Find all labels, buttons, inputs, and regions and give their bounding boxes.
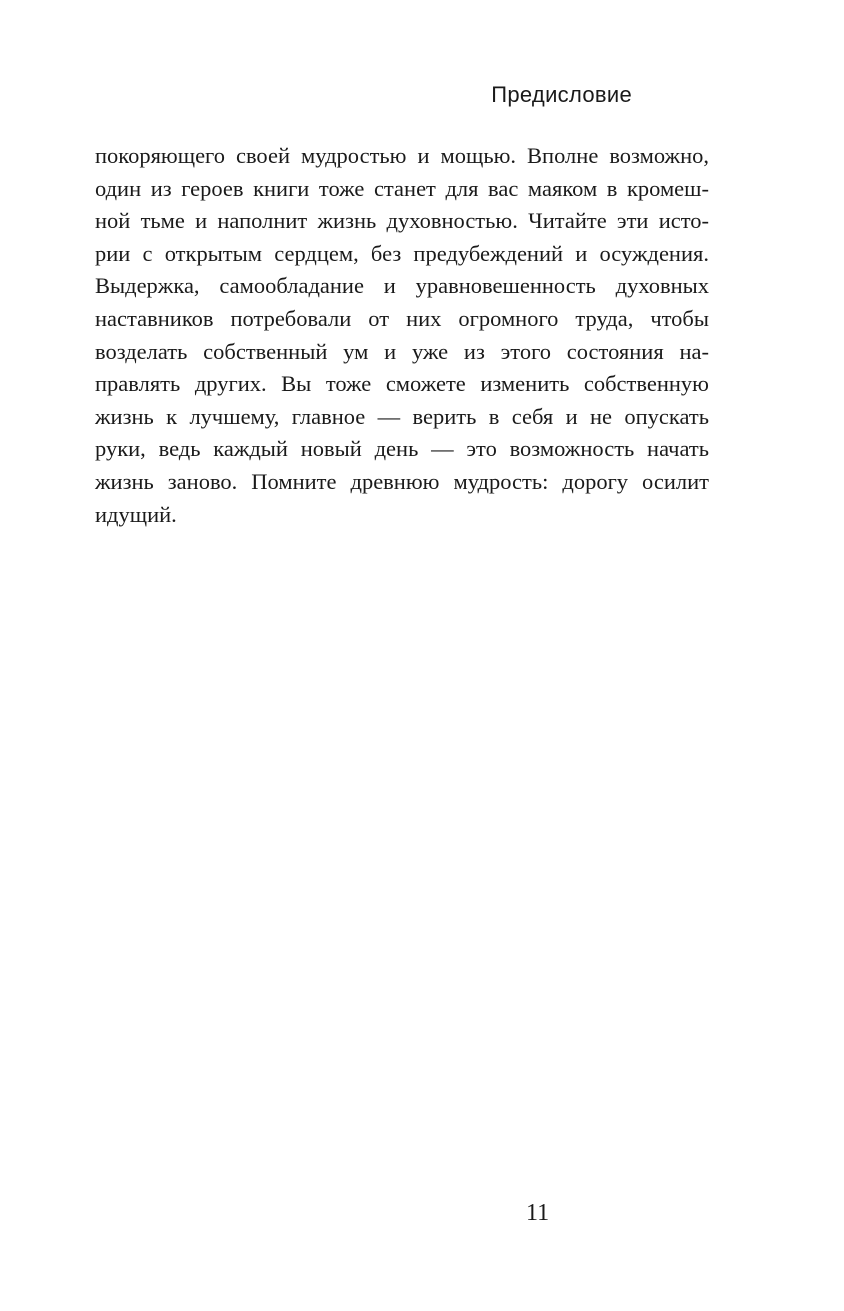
text-line: наставников потребовали от них огромного труда, чтобы <box>95 305 709 331</box>
text-line: покоряющего своей мудростью и мощью. Вполне возможно, <box>95 143 709 168</box>
text-line: рии с открытым сердцем, без предубеждений и осуждения. <box>95 240 709 266</box>
text-line: жизнь к лучшему, главное — верить в себя и не опускать <box>95 403 709 429</box>
text-line: жизнь заново. Помните древнюю мудрость: дорогу осилит <box>95 468 709 494</box>
text-line: руки, ведь каждый новый день — это возможность начать <box>95 436 709 462</box>
text-line: один из героев книги тоже станет для вас маяком в кромеш- <box>95 175 709 201</box>
text-line: идущий. <box>95 501 177 527</box>
running-header: Предисловие <box>491 82 632 107</box>
text-line: ной тьме и наполнит жизнь духовностью. Читайте эти исто- <box>95 208 709 234</box>
text-line: Выдержка, самообладание и уравновешенность духовных <box>95 273 709 299</box>
body-paragraph <box>95 140 709 531</box>
page-number: 11 <box>526 1200 550 1226</box>
text-line: правлять других. Вы тоже сможете изменить собственную <box>95 371 709 397</box>
text-line: возделать собственный ум и уже из этого состояния на- <box>95 338 709 364</box>
